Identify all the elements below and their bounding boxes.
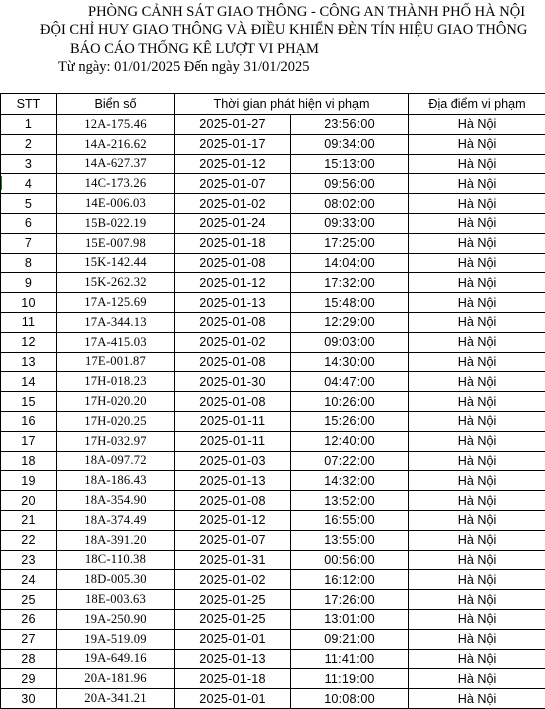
table-row[interactable] — [1, 491, 545, 511]
cell-date[interactable]: 2025-01-13 — [175, 649, 291, 669]
cell-stt[interactable]: 5 — [1, 194, 57, 214]
cell-stt[interactable]: 6 — [1, 213, 57, 233]
cell-date[interactable]: 2025-01-08 — [175, 392, 291, 412]
cell-plate[interactable]: 20A-341.21 — [57, 689, 175, 709]
team-title: ĐỘI CHỈ HUY GIAO THÔNG VÀ ĐIỀU KHIỂN ĐÈN TÍN HIỆU GIAO THÔNG — [40, 21, 527, 39]
cell-time[interactable]: 16:12:00 — [291, 570, 409, 590]
column-header-stt: STT — [1, 94, 57, 115]
cell-date[interactable]: 2025-01-12 — [175, 273, 291, 293]
cell-plate[interactable]: 14E-006.03 — [57, 194, 175, 214]
cell-plate[interactable]: 17A-344.13 — [57, 312, 175, 332]
cell-time[interactable]: 09:03:00 — [291, 332, 409, 352]
cell-time[interactable]: 13:52:00 — [291, 491, 409, 511]
cell-stt[interactable]: 21 — [1, 510, 57, 530]
cell-place[interactable]: Hà Nội — [409, 115, 545, 135]
cell-place[interactable]: Hà Nội — [409, 570, 545, 590]
cell-date[interactable]: 2025-01-02 — [175, 194, 291, 214]
cell-plate[interactable]: 14A-627.37 — [57, 154, 175, 174]
cell-plate[interactable]: 17H-020.20 — [57, 392, 175, 412]
table-row[interactable] — [1, 590, 545, 610]
cell-plate[interactable]: 18A-391.20 — [57, 530, 175, 550]
cell-plate[interactable]: 17E-001.87 — [57, 352, 175, 372]
cell-place[interactable]: Hà Nội — [409, 491, 545, 511]
column-header-place: Địa điểm vi phạm — [409, 94, 545, 115]
cell-place[interactable]: Hà Nội — [409, 431, 545, 451]
cell-place[interactable]: Hà Nội — [409, 392, 545, 412]
cell-stt[interactable]: 30 — [1, 689, 57, 709]
cell-plate[interactable]: 12A-175.46 — [57, 115, 175, 135]
table-row[interactable] — [1, 510, 545, 530]
cell-plate[interactable]: 15B-022.19 — [57, 213, 175, 233]
cell-date[interactable]: 2025-01-11 — [175, 431, 291, 451]
cell-place[interactable]: Hà Nội — [409, 510, 545, 530]
cell-place[interactable]: Hà Nội — [409, 233, 545, 253]
table-row[interactable] — [1, 431, 545, 451]
table-row[interactable] — [1, 609, 545, 629]
violations-table — [0, 93, 545, 709]
table-header-row — [1, 94, 545, 115]
cell-time[interactable]: 13:01:00 — [291, 609, 409, 629]
cell-stt[interactable]: 18 — [1, 451, 57, 471]
cell-stt[interactable]: 26 — [1, 609, 57, 629]
cell-stt[interactable]: 12 — [1, 332, 57, 352]
cell-date[interactable]: 2025-01-31 — [175, 550, 291, 570]
cell-time[interactable]: 17:32:00 — [291, 273, 409, 293]
cell-place[interactable]: Hà Nội — [409, 273, 545, 293]
table-row[interactable] — [1, 570, 545, 590]
cell-plate[interactable]: 17H-020.25 — [57, 411, 175, 431]
cell-date[interactable]: 2025-01-18 — [175, 669, 291, 689]
cell-place[interactable]: Hà Nội — [409, 669, 545, 689]
report-header — [0, 0, 545, 92]
cell-date[interactable]: 2025-01-17 — [175, 134, 291, 154]
cell-time[interactable]: 11:19:00 — [291, 669, 409, 689]
cell-plate[interactable]: 14A-216.62 — [57, 134, 175, 154]
table-row[interactable] — [1, 233, 545, 253]
cell-time[interactable]: 15:48:00 — [291, 293, 409, 313]
cell-stt[interactable]: 15 — [1, 392, 57, 412]
table-row[interactable] — [1, 471, 545, 491]
cell-place[interactable]: Hà Nội — [409, 253, 545, 273]
cell-time[interactable]: 14:32:00 — [291, 471, 409, 491]
cell-stt[interactable]: 27 — [1, 629, 57, 649]
cell-place[interactable]: Hà Nội — [409, 293, 545, 313]
cell-time[interactable]: 17:25:00 — [291, 233, 409, 253]
cell-plate[interactable]: 18C-110.38 — [57, 550, 175, 570]
cell-plate[interactable]: 15K-142.44 — [57, 253, 175, 273]
cell-time[interactable]: 09:34:00 — [291, 134, 409, 154]
cell-plate[interactable]: 14C-173.26 — [57, 174, 175, 194]
cell-stt[interactable]: 23 — [1, 550, 57, 570]
cell-place[interactable]: Hà Nội — [409, 590, 545, 610]
table-row[interactable] — [1, 530, 545, 550]
cell-plate[interactable]: 18A-354.90 — [57, 491, 175, 511]
cell-plate[interactable]: 17A-415.03 — [57, 332, 175, 352]
cell-stt[interactable]: 25 — [1, 590, 57, 610]
cell-date[interactable]: 2025-01-25 — [175, 609, 291, 629]
cell-date[interactable]: 2025-01-07 — [175, 174, 291, 194]
cell-stt[interactable]: 13 — [1, 352, 57, 372]
cell-place[interactable]: Hà Nội — [409, 332, 545, 352]
cell-date[interactable]: 2025-01-02 — [175, 570, 291, 590]
cell-date[interactable]: 2025-01-18 — [175, 233, 291, 253]
cell-time[interactable]: 09:21:00 — [291, 629, 409, 649]
cell-plate[interactable]: 18E-003.63 — [57, 590, 175, 610]
cell-place[interactable]: Hà Nội — [409, 352, 545, 372]
cell-date[interactable]: 2025-01-11 — [175, 411, 291, 431]
cell-plate[interactable]: 15E-007.98 — [57, 233, 175, 253]
table-row[interactable] — [1, 194, 545, 214]
cell-plate[interactable]: 18A-186.43 — [57, 471, 175, 491]
table-row[interactable] — [1, 669, 545, 689]
cell-date[interactable]: 2025-01-08 — [175, 312, 291, 332]
cell-stt[interactable]: 4 — [1, 174, 57, 194]
cell-plate[interactable]: 18A-374.49 — [57, 510, 175, 530]
table-row[interactable] — [1, 649, 545, 669]
cell-date[interactable]: 2025-01-08 — [175, 352, 291, 372]
table-row[interactable] — [1, 392, 545, 412]
cell-plate[interactable]: 20A-181.96 — [57, 669, 175, 689]
cell-date[interactable]: 2025-01-03 — [175, 451, 291, 471]
cell-place[interactable]: Hà Nội — [409, 372, 545, 392]
cell-date[interactable]: 2025-01-30 — [175, 372, 291, 392]
cell-stt[interactable]: 16 — [1, 411, 57, 431]
cell-stt[interactable]: 22 — [1, 530, 57, 550]
table-row[interactable] — [1, 154, 545, 174]
cell-date[interactable]: 2025-01-24 — [175, 213, 291, 233]
cell-stt[interactable]: 19 — [1, 471, 57, 491]
cell-stt[interactable]: 14 — [1, 372, 57, 392]
department-title: PHÒNG CẢNH SÁT GIAO THÔNG - CÔNG AN THÀNH PHỐ HÀ NỘI — [88, 3, 525, 21]
table-row[interactable] — [1, 689, 545, 709]
report-title: BÁO CÁO THỐNG KÊ LƯỢT VI PHẠM — [70, 40, 319, 58]
cell-date[interactable]: 2025-01-08 — [175, 491, 291, 511]
cell-plate[interactable]: 17H-018.23 — [57, 372, 175, 392]
cell-time[interactable]: 23:56:00 — [291, 115, 409, 135]
cell-place[interactable]: Hà Nội — [409, 471, 545, 491]
cell-place[interactable]: Hà Nội — [409, 213, 545, 233]
cell-plate[interactable]: 19A-519.09 — [57, 629, 175, 649]
table-row[interactable] — [1, 332, 545, 352]
cell-time[interactable]: 11:41:00 — [291, 649, 409, 669]
column-header-plate: Biển số — [57, 94, 175, 115]
cell-plate[interactable]: 17A-125.69 — [57, 293, 175, 313]
cell-date[interactable]: 2025-01-01 — [175, 629, 291, 649]
cell-plate[interactable]: 19A-649.16 — [57, 649, 175, 669]
cell-time[interactable]: 09:33:00 — [291, 213, 409, 233]
cell-place[interactable]: Hà Nội — [409, 689, 545, 709]
cell-date[interactable]: 2025-01-27 — [175, 115, 291, 135]
table-row[interactable] — [1, 629, 545, 649]
table-row[interactable] — [1, 372, 545, 392]
cell-time[interactable]: 16:55:00 — [291, 510, 409, 530]
table-row[interactable] — [1, 174, 545, 194]
cell-date[interactable]: 2025-01-02 — [175, 332, 291, 352]
cell-date[interactable]: 2025-01-12 — [175, 510, 291, 530]
cell-time[interactable]: 09:56:00 — [291, 174, 409, 194]
cell-time[interactable]: 12:40:00 — [291, 431, 409, 451]
cell-time[interactable]: 17:26:00 — [291, 590, 409, 610]
table-row[interactable] — [1, 273, 545, 293]
table-row[interactable] — [1, 411, 545, 431]
cell-stt[interactable]: 29 — [1, 669, 57, 689]
cell-stt[interactable]: 24 — [1, 570, 57, 590]
table-row[interactable] — [1, 213, 545, 233]
cell-stt[interactable]: 20 — [1, 491, 57, 511]
cell-date[interactable]: 2025-01-25 — [175, 590, 291, 610]
cell-place[interactable]: Hà Nội — [409, 629, 545, 649]
cell-plate[interactable]: 18A-097.72 — [57, 451, 175, 471]
cell-time[interactable]: 15:26:00 — [291, 411, 409, 431]
cell-place[interactable]: Hà Nội — [409, 194, 545, 214]
cell-place[interactable]: Hà Nội — [409, 174, 545, 194]
table-row[interactable] — [1, 134, 545, 154]
cell-place[interactable]: Hà Nội — [409, 530, 545, 550]
cell-plate[interactable]: 15K-262.32 — [57, 273, 175, 293]
table-row[interactable] — [1, 451, 545, 471]
cell-time[interactable]: 08:02:00 — [291, 194, 409, 214]
cell-place[interactable]: Hà Nội — [409, 411, 545, 431]
table-row[interactable] — [1, 550, 545, 570]
cell-date[interactable]: 2025-01-13 — [175, 293, 291, 313]
column-header-time: Thời gian phát hiện vi phạm — [175, 94, 409, 115]
cell-stt[interactable]: 17 — [1, 431, 57, 451]
table-row[interactable] — [1, 352, 545, 372]
cell-stt[interactable]: 2 — [1, 134, 57, 154]
cell-place[interactable]: Hà Nội — [409, 154, 545, 174]
cell-place[interactable]: Hà Nội — [409, 550, 545, 570]
cell-date[interactable]: 2025-01-12 — [175, 154, 291, 174]
cell-date[interactable]: 2025-01-07 — [175, 530, 291, 550]
table-row[interactable] — [1, 293, 545, 313]
cell-time[interactable]: 07:22:00 — [291, 451, 409, 471]
date-range: Từ ngày: 01/01/2025 Đến ngày 31/01/2025 — [58, 58, 310, 76]
cell-stt[interactable]: 8 — [1, 253, 57, 273]
cell-time[interactable]: 10:26:00 — [291, 392, 409, 412]
cell-stt[interactable]: 28 — [1, 649, 57, 669]
cell-plate[interactable]: 18D-005.30 — [57, 570, 175, 590]
cell-time[interactable]: 04:47:00 — [291, 372, 409, 392]
cell-time[interactable]: 13:55:00 — [291, 530, 409, 550]
cell-place[interactable]: Hà Nội — [409, 609, 545, 629]
cell-place[interactable]: Hà Nội — [409, 451, 545, 471]
cell-date[interactable]: 2025-01-01 — [175, 689, 291, 709]
table-row[interactable] — [1, 312, 545, 332]
cell-stt[interactable]: 11 — [1, 312, 57, 332]
cell-time[interactable]: 00:56:00 — [291, 550, 409, 570]
table-row[interactable] — [1, 115, 545, 135]
cell-stt[interactable]: 3 — [1, 154, 57, 174]
cell-time[interactable]: 15:13:00 — [291, 154, 409, 174]
cell-stt[interactable]: 7 — [1, 233, 57, 253]
cell-place[interactable]: Hà Nội — [409, 649, 545, 669]
cell-plate[interactable]: 19A-250.90 — [57, 609, 175, 629]
cell-time[interactable]: 14:30:00 — [291, 352, 409, 372]
cell-date[interactable]: 2025-01-13 — [175, 471, 291, 491]
cell-time[interactable]: 14:04:00 — [291, 253, 409, 273]
cell-stt[interactable]: 10 — [1, 293, 57, 313]
cell-stt[interactable]: 9 — [1, 273, 57, 293]
cell-place[interactable]: Hà Nội — [409, 134, 545, 154]
cell-date[interactable]: 2025-01-08 — [175, 253, 291, 273]
cell-stt[interactable]: 1 — [1, 115, 57, 135]
table-row[interactable] — [1, 253, 545, 273]
cell-place[interactable]: Hà Nội — [409, 312, 545, 332]
cell-time[interactable]: 12:29:00 — [291, 312, 409, 332]
cell-plate[interactable]: 17H-032.97 — [57, 431, 175, 451]
cell-time[interactable]: 10:08:00 — [291, 689, 409, 709]
